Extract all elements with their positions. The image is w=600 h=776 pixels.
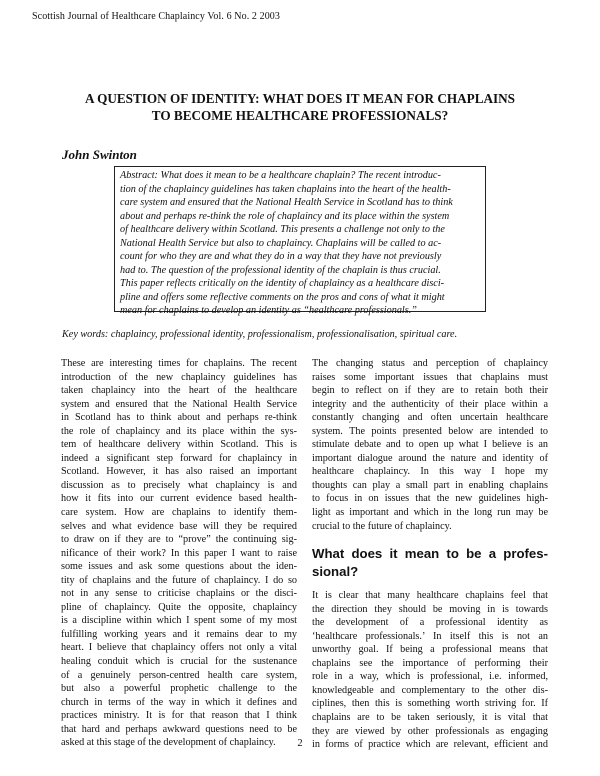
section-heading-line: sional? [312, 564, 359, 580]
body-line: system and ensured that the National Health Service [61, 398, 297, 410]
body-line: some issues and ask some questions about the iden- [61, 561, 297, 573]
body-line: the development of a professional identity as [312, 617, 548, 629]
body-line: in Scotland has to think about and perhaps re-think [61, 412, 297, 424]
body-line: stimulate debate and to open up what I believe is an [312, 439, 548, 451]
body-line: but also a powerful prophetic challenge to the [61, 683, 297, 695]
abstract-line: pline and offers some reflective comments on the pros and cons of what it might [120, 291, 445, 303]
body-line: integrity and the authenticity of their place within a [312, 398, 548, 410]
body-line: ciplines, then this is something worth striving for. If [312, 698, 548, 710]
body-line: the direction they should be moving in is towards [312, 603, 548, 615]
section-heading-line: What does it mean to be a profes- [312, 546, 548, 562]
body-line: of a genuinely person-centred health care system, [61, 669, 297, 681]
abstract-box [114, 166, 486, 317]
body-line: It is clear that many healthcare chaplains feel that [312, 590, 548, 602]
body-line: in forms of practice which are relevant, efficient and [312, 739, 548, 751]
body-line: healing conduit which is crucial for the sustenance [61, 656, 297, 668]
body-line: crucial to the future of chaplaincy. [312, 520, 452, 532]
body-line: raises some important issues that chaplains must [312, 371, 548, 383]
section-heading [312, 545, 548, 581]
body-line: that hard and perhaps awkward questions need to be [61, 723, 297, 735]
body-line: practices ministry. It is for that reason that I think [61, 710, 297, 722]
body-line: The changing status and perception of chaplaincy [312, 358, 548, 369]
body-line: constantly changing and often uncertain healthcare [312, 412, 548, 424]
running-header: Scottish Journal of Healthcare Chaplaincy Vol. 6 No. 2 2003 [32, 11, 280, 22]
body-line: light as important and which in the long run may be [312, 507, 548, 519]
body-line: introduction of the new chaplaincy guidelines has [61, 371, 297, 383]
page-number: 2 [297, 738, 303, 749]
body-line: tity of chaplains and the future of chaplaincy. I do so [61, 574, 297, 586]
abstract-line: This paper reflects critically on the identity of chaplaincy as a healthcare disci- [120, 278, 445, 290]
body-line: discussion as to precisely what chaplaincy is and [61, 479, 297, 491]
body-line: begin to reflect on if they are to retain both their [312, 385, 548, 397]
body-line: not in any sense to criticise chaplains or the disci- [61, 588, 297, 600]
abstract-line: of healthcare delivery within Scotland. This presents a challenge not only to the [120, 224, 445, 236]
body-line: system. The points presented below are intended to [312, 425, 548, 437]
article-title-line: TO BECOME HEALTHCARE PROFESSIONALS? [151, 108, 449, 123]
body-line: heart. I believe that chaplaincy offers not only a vital [61, 642, 297, 654]
article-title-line: A QUESTION OF IDENTITY: WHAT DOES IT MEAN FOR CHAPLAINS [84, 91, 516, 106]
body-line: tem of healthcare delivery within Scotland. This is [61, 439, 297, 451]
left-column [61, 357, 297, 750]
body-line: chaplains are to be taken seriously, it is vital that [312, 712, 548, 724]
abstract-line: care system and ensured that the National Health Service in Scotland has to think [120, 197, 453, 209]
body-line: nificance of their work? In this paper I want to raise [61, 547, 297, 559]
body-line: knowledgeable and complementary to the other dis- [312, 684, 548, 696]
article-title [0, 90, 600, 124]
body-line: the role of chaplaincy and its place within the sys- [61, 425, 297, 437]
body-line: healthcare chaplaincy. In this way I hope my [312, 466, 548, 478]
body-line: ‘healthcare professionals.’ In itself this is not an [312, 630, 548, 642]
body-line: thoughts can play a small part in enabling chaplains [312, 479, 548, 491]
body-line: is a discipline within which I spent some of my most [61, 615, 297, 627]
body-line: unworthy goal. If being a professional means that [312, 644, 548, 656]
body-line: church in terms of the way in which it defines and [61, 696, 297, 708]
abstract-line: tion of the chaplaincy guidelines has taken chaplains into the heart of the health- [120, 183, 451, 195]
body-line: fulfilling working years and it remains dear to my [61, 628, 297, 640]
body-line: taken chaplaincy into the heart of the healthcare [61, 385, 297, 397]
body-line: asked at this stage of the development of chaplaincy. [61, 737, 276, 749]
body-line: to draw on if they are to “prove” the continuing sig- [61, 534, 297, 546]
body-line: selves and what evidence base will they be required [61, 520, 297, 532]
abstract-line: had to. The question of the professional identity of the chaplain is thus crucial. [120, 264, 441, 276]
right-column [312, 357, 548, 752]
body-line: role in a way, which is professional, i.e. informed, [312, 671, 548, 683]
abstract-line: count for who they are and what they do in a way that they have not previously [120, 251, 442, 263]
body-line: care system. How are chaplains to identify them- [61, 507, 297, 519]
body-line: pline of chaplaincy. Quite the opposite, chaplaincy [61, 601, 297, 613]
keywords: Key words: chaplaincy, professional identity, professionalism, professionalisation, spiritual care. [62, 329, 458, 340]
author-name: John Swinton [62, 147, 137, 162]
body-line: These are interesting times for chaplains. The recent [61, 358, 297, 369]
body-line: important dialogue around the nature and identity of [312, 452, 548, 464]
abstract-line: mean for chaplains to develop an identity as “healthcare professionals.” [120, 305, 417, 317]
body-line: they are viewed by other professionals as engaging [312, 725, 548, 737]
body-line: to focus in on issues that the new guidelines high- [312, 493, 548, 505]
body-line: how it fits into our current evidence based health- [61, 493, 297, 505]
abstract-line: National Health Service but also to chaplaincy. Chaplains will be called to ac- [120, 237, 442, 249]
body-line: chaplains see the importance of performing their [312, 657, 548, 669]
abstract-line: about and perhaps re-think the role of chaplaincy and its place within the system [120, 210, 450, 222]
abstract-line: Abstract: What does it mean to be a healthcare chaplain? The recent introduc- [120, 170, 441, 181]
body-line: Scotland. However, it has also raised an important [61, 466, 297, 478]
body-line: indeed a significant step forward for chaplaincy in [61, 452, 297, 464]
